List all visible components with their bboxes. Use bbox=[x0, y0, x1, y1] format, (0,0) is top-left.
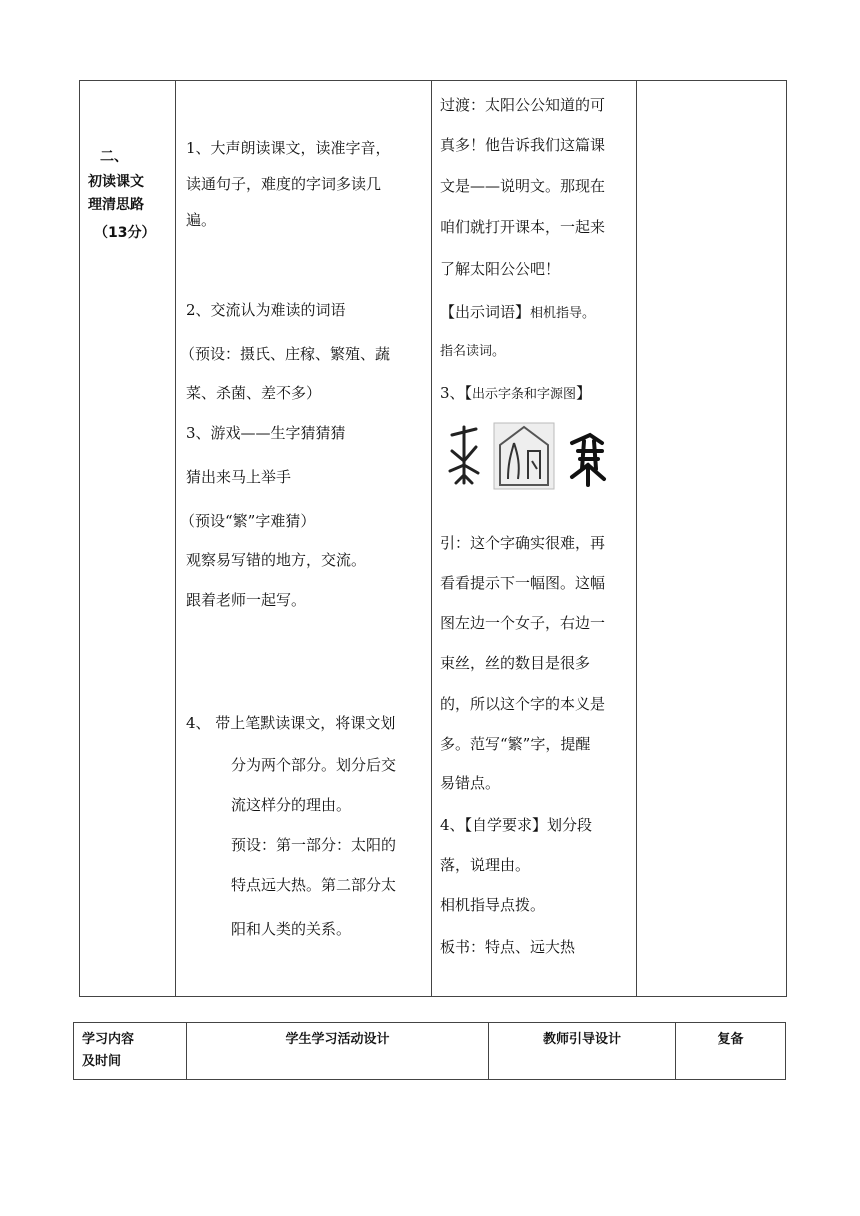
teacher-line: 文是——说明文。那现在 bbox=[440, 177, 606, 195]
student-line: 特点远大热。第二部分太 bbox=[231, 876, 397, 894]
teacher-line: 3、【出示字条和字源图】 bbox=[440, 384, 592, 402]
student-line: 1、大声朗读课文，读准字音， bbox=[186, 139, 391, 157]
teacher-line: 过渡：太阳公公知道的可 bbox=[440, 96, 606, 114]
teacher-line: 板书：特点、远大热 bbox=[440, 938, 576, 956]
student-line: 遍。 bbox=[186, 211, 217, 229]
lesson-table bbox=[79, 80, 787, 997]
student-line: 菜、杀菌、差不多） bbox=[186, 384, 322, 402]
seal-image-icon bbox=[494, 423, 554, 489]
character-origin-image bbox=[442, 421, 622, 491]
student-line: 跟着老师一起写。 bbox=[186, 591, 307, 609]
teacher-line: 易错点。 bbox=[440, 774, 501, 792]
student-line: 2、交流认为难读的词语 bbox=[186, 301, 346, 319]
teacher-line: 了解太阳公公吧！ bbox=[440, 260, 561, 278]
teacher-line: 多。范写“繁”字，提醒 bbox=[440, 735, 591, 753]
student-line: 流这样分的理由。 bbox=[231, 796, 352, 814]
teacher-line: 指名读词。 bbox=[440, 344, 506, 359]
teacher-line: 真多！他告诉我们这篇课 bbox=[440, 136, 606, 154]
teacher-line: 束丝，丝的数目是很多 bbox=[440, 654, 591, 672]
bronze-glyph-icon bbox=[572, 435, 604, 485]
oracle-glyph-icon bbox=[450, 427, 478, 483]
teacher-line: 咱们就打开课本，一起来 bbox=[440, 218, 606, 236]
header-revision: 复备 bbox=[676, 1023, 786, 1080]
header-content-time: 学习内容 及时间 bbox=[74, 1023, 187, 1080]
section-title-line2: 理清思路 bbox=[88, 197, 144, 213]
teacher-line: 看看提示下一幅图。这幅 bbox=[440, 574, 606, 592]
student-line: 猜出来马上举手 bbox=[186, 468, 292, 486]
student-line: 预设：第一部分：太阳的 bbox=[231, 836, 397, 854]
student-line: （预设“繁”字难猜） bbox=[180, 512, 316, 530]
section-title-line1: 初读课文 bbox=[88, 174, 144, 190]
teacher-line: 引：这个字确实很难，再 bbox=[440, 534, 606, 552]
header-student-activity: 学生学习活动设计 bbox=[187, 1023, 489, 1080]
student-line: 分为两个部分。划分后交 bbox=[231, 756, 397, 774]
header-teacher-guidance: 教师引导设计 bbox=[489, 1023, 676, 1080]
section-time: （13分） bbox=[94, 225, 156, 241]
teacher-line: 落，说理由。 bbox=[440, 856, 531, 874]
teacher-line: 的，所以这个字的本义是 bbox=[440, 695, 606, 713]
header-table bbox=[73, 1022, 786, 1080]
guide-label: 相机指导。 bbox=[530, 306, 596, 321]
teacher-line: 相机指导点拨。 bbox=[440, 896, 546, 914]
teacher-guidance-cell bbox=[432, 81, 637, 997]
section-number: 二、 bbox=[100, 149, 128, 165]
teacher-line bbox=[440, 302, 595, 324]
revision-cell bbox=[637, 81, 787, 997]
student-line: 读通句子，难度的字词多读几 bbox=[186, 175, 382, 193]
student-activity-cell bbox=[176, 81, 432, 997]
student-line: 4、 带上笔默读课文，将课文划 bbox=[186, 714, 396, 732]
student-line: 观察易写错的地方，交流。 bbox=[186, 551, 367, 569]
teacher-line: 4、【自学要求】划分段 bbox=[440, 816, 593, 834]
student-line: 3、游戏——生字猜猜猜 bbox=[186, 424, 346, 442]
student-line: （预设：摄氏、庄稼、繁殖、蔬 bbox=[180, 345, 391, 363]
student-line: 阳和人类的关系。 bbox=[231, 920, 352, 938]
show-words-label: 【出示词语】 bbox=[440, 303, 531, 321]
teacher-line: 图左边一个女子，右边一 bbox=[440, 614, 606, 632]
section-cell bbox=[80, 81, 176, 997]
